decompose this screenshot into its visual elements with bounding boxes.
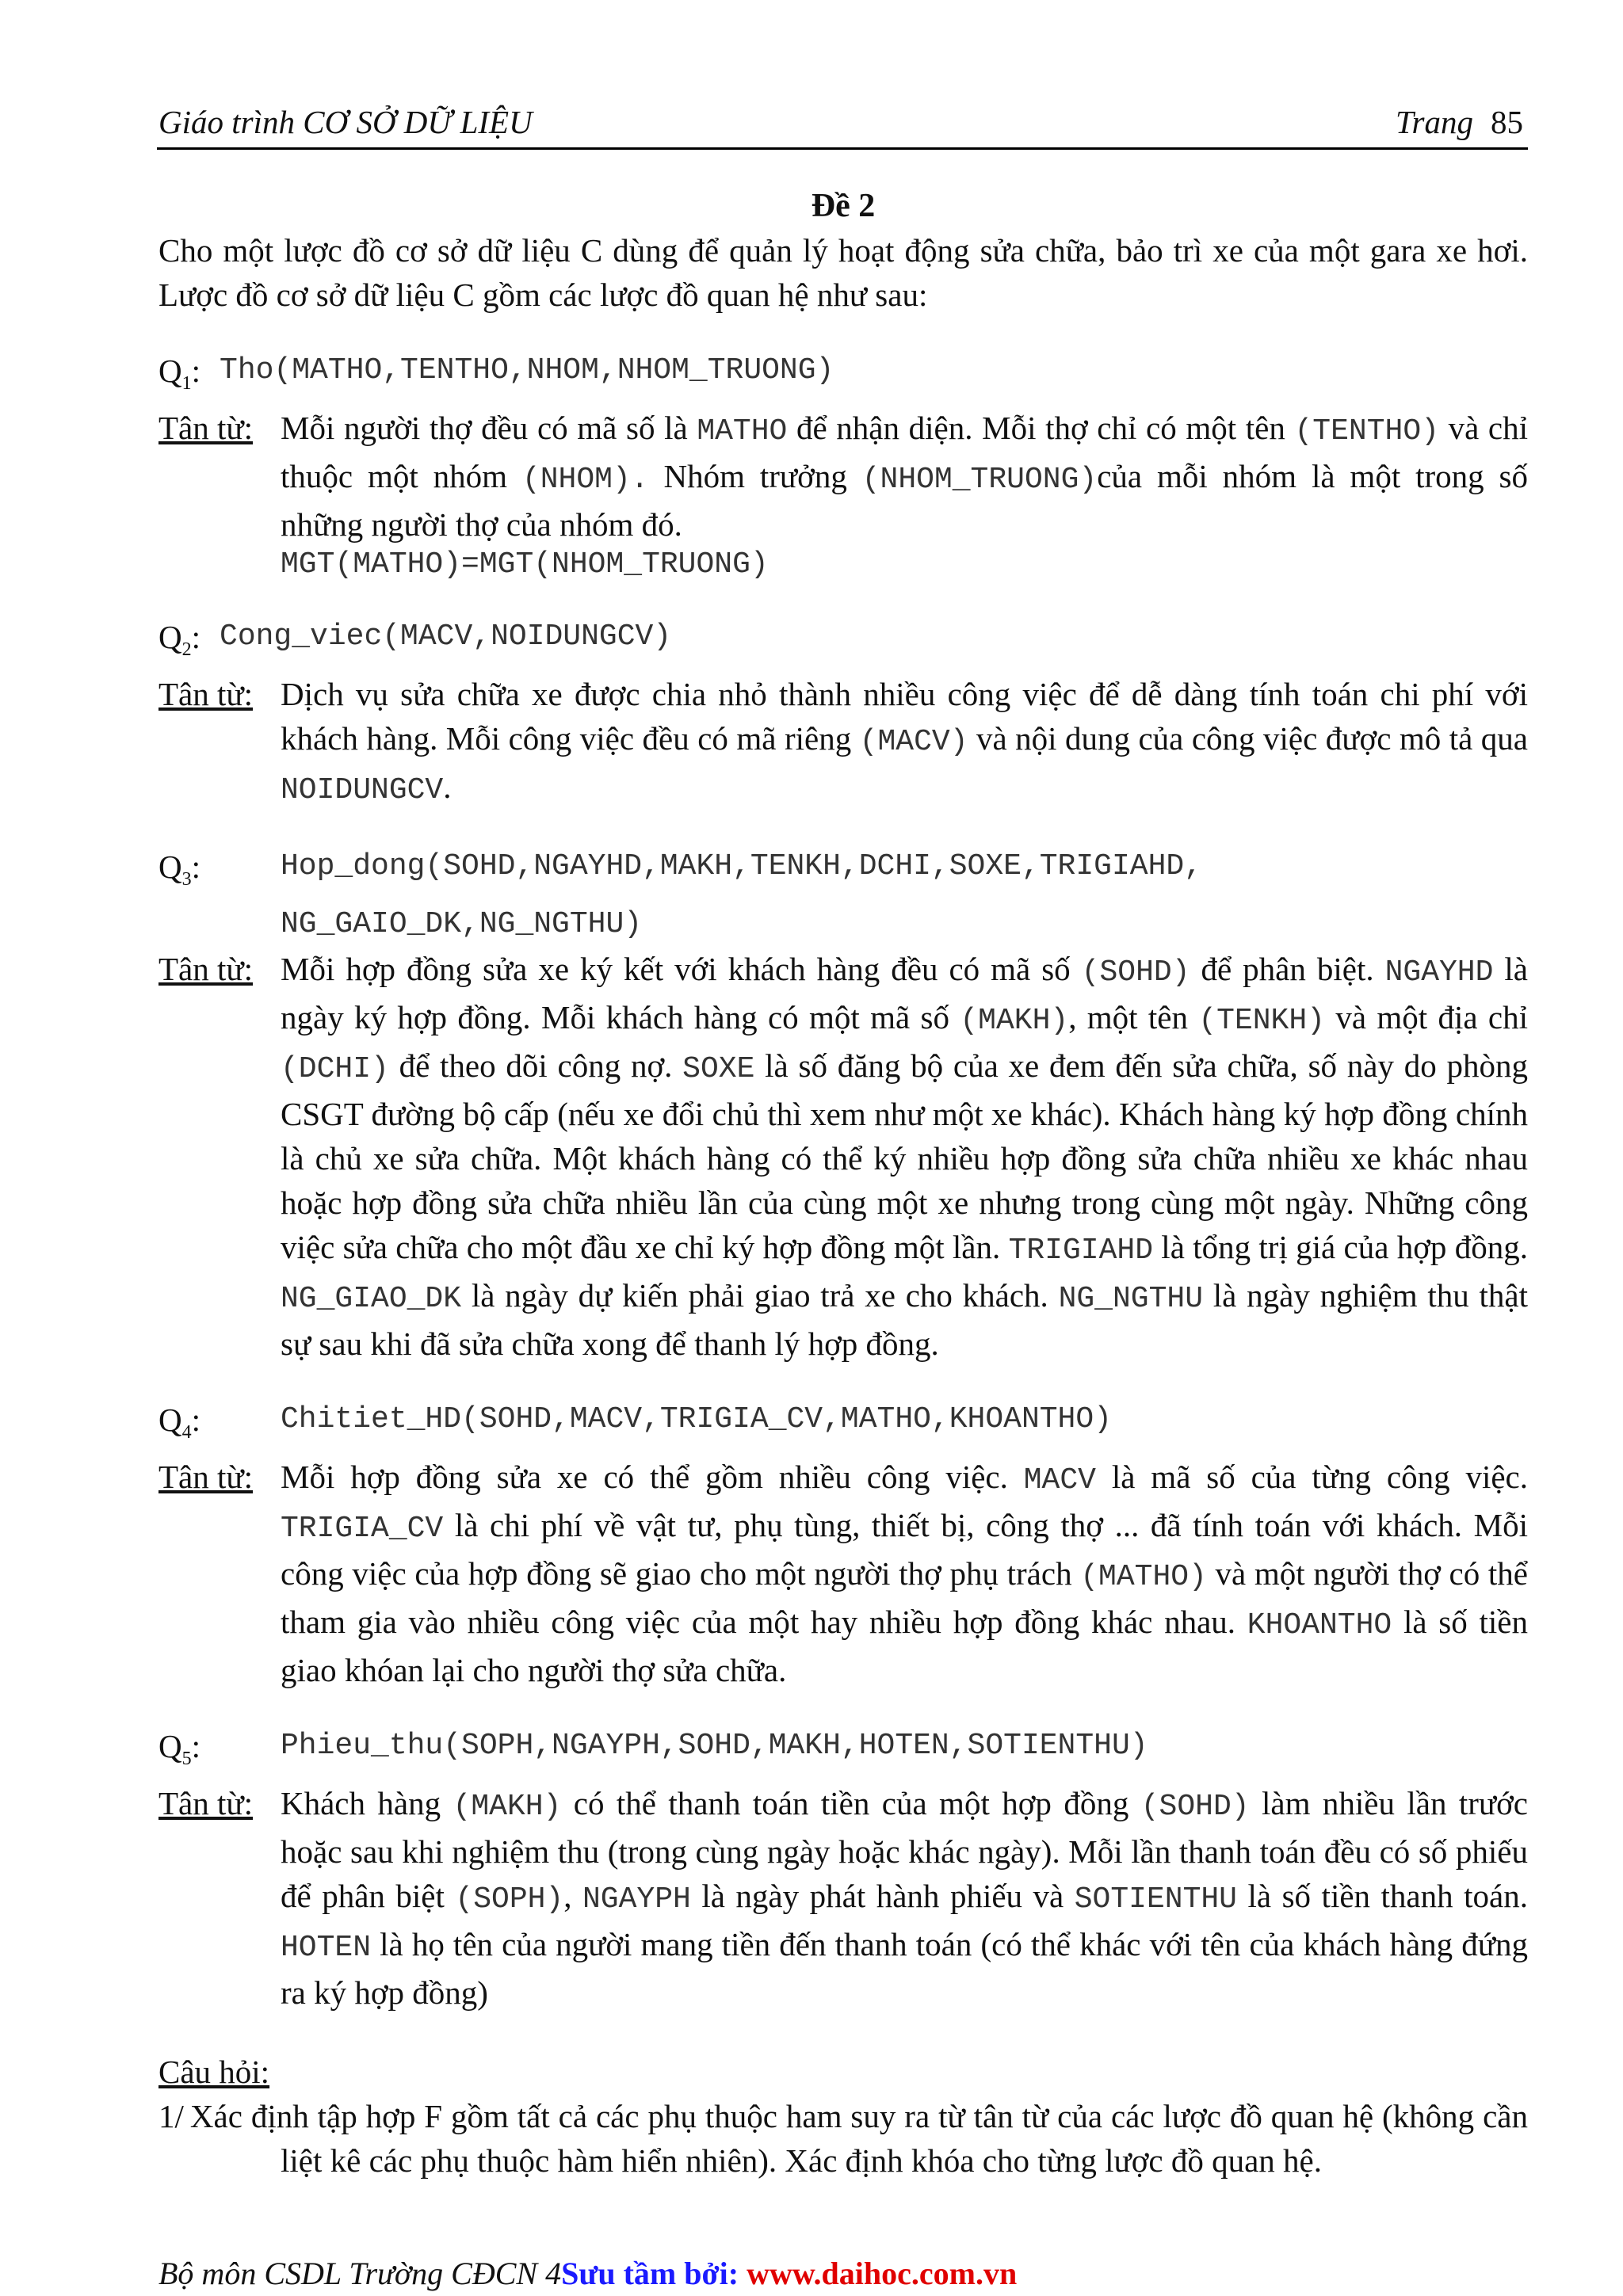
predicate-segment: Mỗi hợp đồng sửa xe ký kết với khách hàng đều có mã số [281, 950, 1082, 987]
attribute-name: NOIDUNGCV [281, 773, 444, 808]
attribute-name: (MAKH) [960, 1003, 1069, 1038]
relation-letter: Q [158, 849, 182, 886]
spacer [158, 902, 281, 947]
attribute-name: MATHO [697, 414, 788, 449]
relation-colon: : [191, 849, 201, 886]
attribute-name: TRIGIA_CV [281, 1511, 444, 1546]
relation-block [158, 1398, 1528, 1692]
predicate-text [281, 1781, 1528, 2015]
predicate-segment: Nhóm trưởng [648, 458, 862, 495]
attribute-name: (SOHD) [1140, 1789, 1250, 1824]
predicate-label: Tân từ: [158, 950, 253, 987]
page-number: 85 [1491, 104, 1523, 140]
page-header [157, 101, 1528, 150]
relation-index: 5 [181, 1748, 192, 1769]
predicate-text [281, 947, 1528, 1366]
predicate-segment: Dịch vụ sửa chữa xe được chia nhỏ thành nhiều công việc để dễ dàng tính toán chi phí với khách hàng. Mỗi công việc đều có mã riêng [281, 676, 1528, 757]
attribute-name: (MATHO) [1080, 1559, 1207, 1594]
predicate-segment: , một tên [1068, 998, 1199, 1035]
footer-department: Bộ môn CSDL Trường CĐCN 4 [158, 2256, 562, 2291]
predicate-segment: là ngày ký hợp đồng. Mỗi khách hàng có một mã số [281, 950, 1529, 1035]
predicate-row [158, 1455, 1528, 1692]
attribute-name: (NHOM). [521, 463, 649, 498]
predicate-segment: là số tiền thanh toán. [1236, 1877, 1528, 1914]
predicate-segment: là ngày nghiệm thu thật sự sau khi đã sửa chữa xong để thanh lý hợp đồng. [281, 1276, 1529, 1362]
attribute-name: (SOHD) [1081, 955, 1190, 990]
predicate-segment: có thể thanh toán tiền của một hợp đồng [561, 1784, 1141, 1821]
relation-colon: : [191, 619, 201, 656]
relation-colon: : [191, 1401, 201, 1438]
predicate-row [158, 1781, 1528, 2015]
relation-schema: Phieu_thu(SOPH,NGAYPH,SOHD,MAKH,HOTEN,SOTIENTHU) [281, 1728, 1148, 1763]
predicate-segment: và chỉ thuộc một nhóm [281, 410, 1528, 495]
question-item [158, 2094, 1528, 2183]
relation-index: 4 [181, 1421, 192, 1443]
relation-schema-cont: NG_GAIO_DK,NG_NGTHU) [281, 906, 643, 941]
predicate-segment: và một địa chỉ [1324, 998, 1529, 1035]
predicate-label: Tân từ: [158, 676, 253, 713]
predicate-segment: Mỗi người thợ đều có mã số là [281, 410, 697, 447]
relation-header [158, 349, 1528, 406]
footer-collected-by: Sưu tầm bởi: [561, 2256, 747, 2291]
questions-list [158, 2094, 1528, 2183]
predicate-segment: là số đăng bộ của xe đem đến sửa chữa, số này do phòng CSGT đường bộ cấp (nếu xe đổi chủ thì xem như một xe khác). Khách hàng ký hợp đồng chính là chủ xe sửa chữa. Một khách hàng có thể ký nhiều hợp đồng sửa chữa nhiều xe khác nhau hoặc hợp đồng sửa chữa nhiều lần của cùng một xe nhưng trong cùng một ngày. Những công việc sửa chữa cho một đầu xe chỉ ký hợp đồng một lần. [281, 1047, 1528, 1265]
predicate-text [281, 1455, 1528, 1692]
attribute-name: NG_NGTHU [1058, 1281, 1204, 1316]
attribute-name: (MAKH) [453, 1789, 562, 1824]
attribute-name: (TENKH) [1198, 1003, 1325, 1038]
relation-label [158, 1398, 281, 1455]
relation-label [158, 845, 281, 902]
question-number: 1/ [158, 2097, 184, 2134]
attribute-name: SOXE [682, 1051, 755, 1086]
relation-block [158, 349, 1528, 583]
predicate-segment: Khách hàng [281, 1784, 453, 1821]
relation-schema: Cong_viec(MACV,NOIDUNGCV) [220, 620, 672, 654]
predicate-text [281, 672, 1528, 813]
relation-letter: Q [158, 1727, 182, 1764]
relation-label [158, 349, 200, 406]
predicate-segment: để nhận diện. Mỗi thợ chỉ có một tên [787, 410, 1295, 447]
predicate-segment: để theo dõi công nợ. [388, 1047, 683, 1084]
predicate-segment: là ngày dự kiến phải giao trả xe cho khách. [461, 1276, 1059, 1314]
predicate-segment: của mỗi nhóm là một trong số những người thợ của nhóm đó. [281, 458, 1528, 543]
predicate-segment: là tổng trị giá của hợp đồng. [1153, 1228, 1528, 1265]
predicate-segment: Mỗi hợp đồng sửa xe có thể gồm nhiều công việc. [281, 1458, 1024, 1495]
page-word: Trang [1396, 104, 1473, 140]
question-text [158, 2094, 1528, 2183]
relations-list [158, 349, 1528, 2015]
relation-index: 3 [181, 869, 192, 891]
questions-title: Câu hỏi: [158, 2053, 270, 2090]
relation-header [158, 615, 1528, 672]
predicate-segment: để phân biệt. [1190, 950, 1385, 987]
predicate-segment: là họ tên của người mang tiền đến thanh toán (có thể khác với tên của khách hàng đứng ra ký hợp đồng) [281, 1925, 1528, 2011]
relation-header [158, 1724, 1528, 1781]
relation-header [158, 845, 1528, 902]
attribute-name: (NHOM_TRUONG) [861, 463, 1098, 498]
attribute-name: SOTIENTHU [1074, 1882, 1237, 1917]
relation-block [158, 845, 1528, 1365]
attribute-name: (DCHI) [281, 1051, 389, 1086]
predicate-segment: là mã số của từng công việc. [1095, 1458, 1528, 1495]
attribute-name: TRIGIAHD [1008, 1233, 1153, 1268]
footer-website-link[interactable]: www.daihoc.com.vn [747, 2256, 1018, 2291]
page-number-label [1396, 103, 1523, 141]
relation-schema: Hop_dong(SOHD,NGAYHD,MAKH,TENKH,DCHI,SOXE,TRIGIAHD, [281, 849, 1202, 884]
predicate-segment: làm nhiều lần trước hoặc sau khi nghiệm thu (trong cùng ngày hoặc khác ngày). Mỗi lần thanh toán đều có số phiếu để phân biệt [281, 1784, 1529, 1914]
predicate-row [158, 947, 1528, 1366]
relation-colon: : [191, 353, 201, 389]
book-title: Giáo trình CƠ SỞ DỮ LIỆU [158, 104, 533, 140]
attribute-name: NGAYHD [1384, 955, 1494, 990]
attribute-name: NGAYPH [582, 1882, 691, 1917]
exam-title: Đề 2 [811, 188, 876, 224]
questions-section [158, 2050, 1528, 2183]
attribute-name: KHOANTHO [1247, 1608, 1392, 1642]
page-content [158, 184, 1528, 2183]
predicate-segment: . [443, 769, 452, 806]
relation-header-cont [158, 902, 1528, 947]
attribute-name: NG_GIAO_DK [281, 1281, 462, 1316]
attribute-name: (SOPH) [455, 1882, 564, 1917]
predicate-segment: và nội dung của công việc được mô tả qua [968, 720, 1528, 757]
relation-index: 1 [181, 373, 192, 395]
attribute-name: HOTEN [281, 1930, 372, 1965]
relation-block [158, 1724, 1528, 2015]
predicate-label: Tân từ: [158, 1458, 253, 1495]
relation-schema: Chitiet_HD(SOHD,MACV,TRIGIA_CV,MATHO,KHOANTHO) [281, 1402, 1112, 1436]
predicate-label: Tân từ: [158, 1784, 253, 1821]
predicate-segment: , [563, 1877, 582, 1914]
relation-letter: Q [158, 353, 182, 389]
predicate-row [158, 406, 1528, 583]
relation-index: 2 [181, 639, 192, 661]
predicate-segment: và một người thợ có thể tham gia vào nhiều công việc của một hay nhiều hợp đồng khác nhau. [281, 1554, 1528, 1640]
relation-label [158, 615, 200, 672]
relation-block [158, 615, 1528, 813]
relation-label [158, 1724, 281, 1781]
functional-dependency: MGT(MATHO)=MGT(NHOM_TRUONG) [281, 547, 769, 582]
relation-letter: Q [158, 619, 182, 656]
predicate-row [158, 672, 1528, 813]
intro-paragraph: Cho một lược đồ cơ sở dữ liệu C dùng để quản lý hoạt động sửa chữa, bảo trì xe của một gara xe hơi. Lược đồ cơ sở dữ liệu C gồm các lược đồ quan hệ như sau: [158, 232, 1528, 313]
relation-header [158, 1398, 1528, 1455]
predicate-label: Tân từ: [158, 410, 253, 447]
page-footer [158, 2255, 1017, 2292]
predicate-segment: là ngày phát hành phiếu và [690, 1877, 1075, 1914]
predicate-segment: là chi phí về vật tư, phụ tùng, thiết bị, công thợ ... đã tính toán với khách. Mỗi công việc của hợp đồng sẽ giao cho một người thợ phụ trách [281, 1506, 1528, 1592]
attribute-name: MACV [1023, 1463, 1096, 1497]
attribute-name: (TENTHO) [1294, 414, 1439, 449]
relation-colon: : [191, 1727, 201, 1764]
relation-schema: Tho(MATHO,TENTHO,NHOM,NHOM_TRUONG) [220, 353, 834, 387]
attribute-name: (MACV) [859, 725, 968, 760]
relation-letter: Q [158, 1401, 182, 1438]
predicate-segment: là số tiền giao khóan lại cho người thợ sửa chữa. [281, 1603, 1528, 1688]
question-body: Xác định tập hợp F gồm tất cả các phụ thuộc ham suy ra từ tân từ của các lược đồ quan hệ (không cần liệt kê các phụ thuộc hàm hiển nhiên). Xác định khóa cho từng lược đồ quan hệ. [189, 2097, 1528, 2179]
predicate-text [281, 406, 1528, 583]
